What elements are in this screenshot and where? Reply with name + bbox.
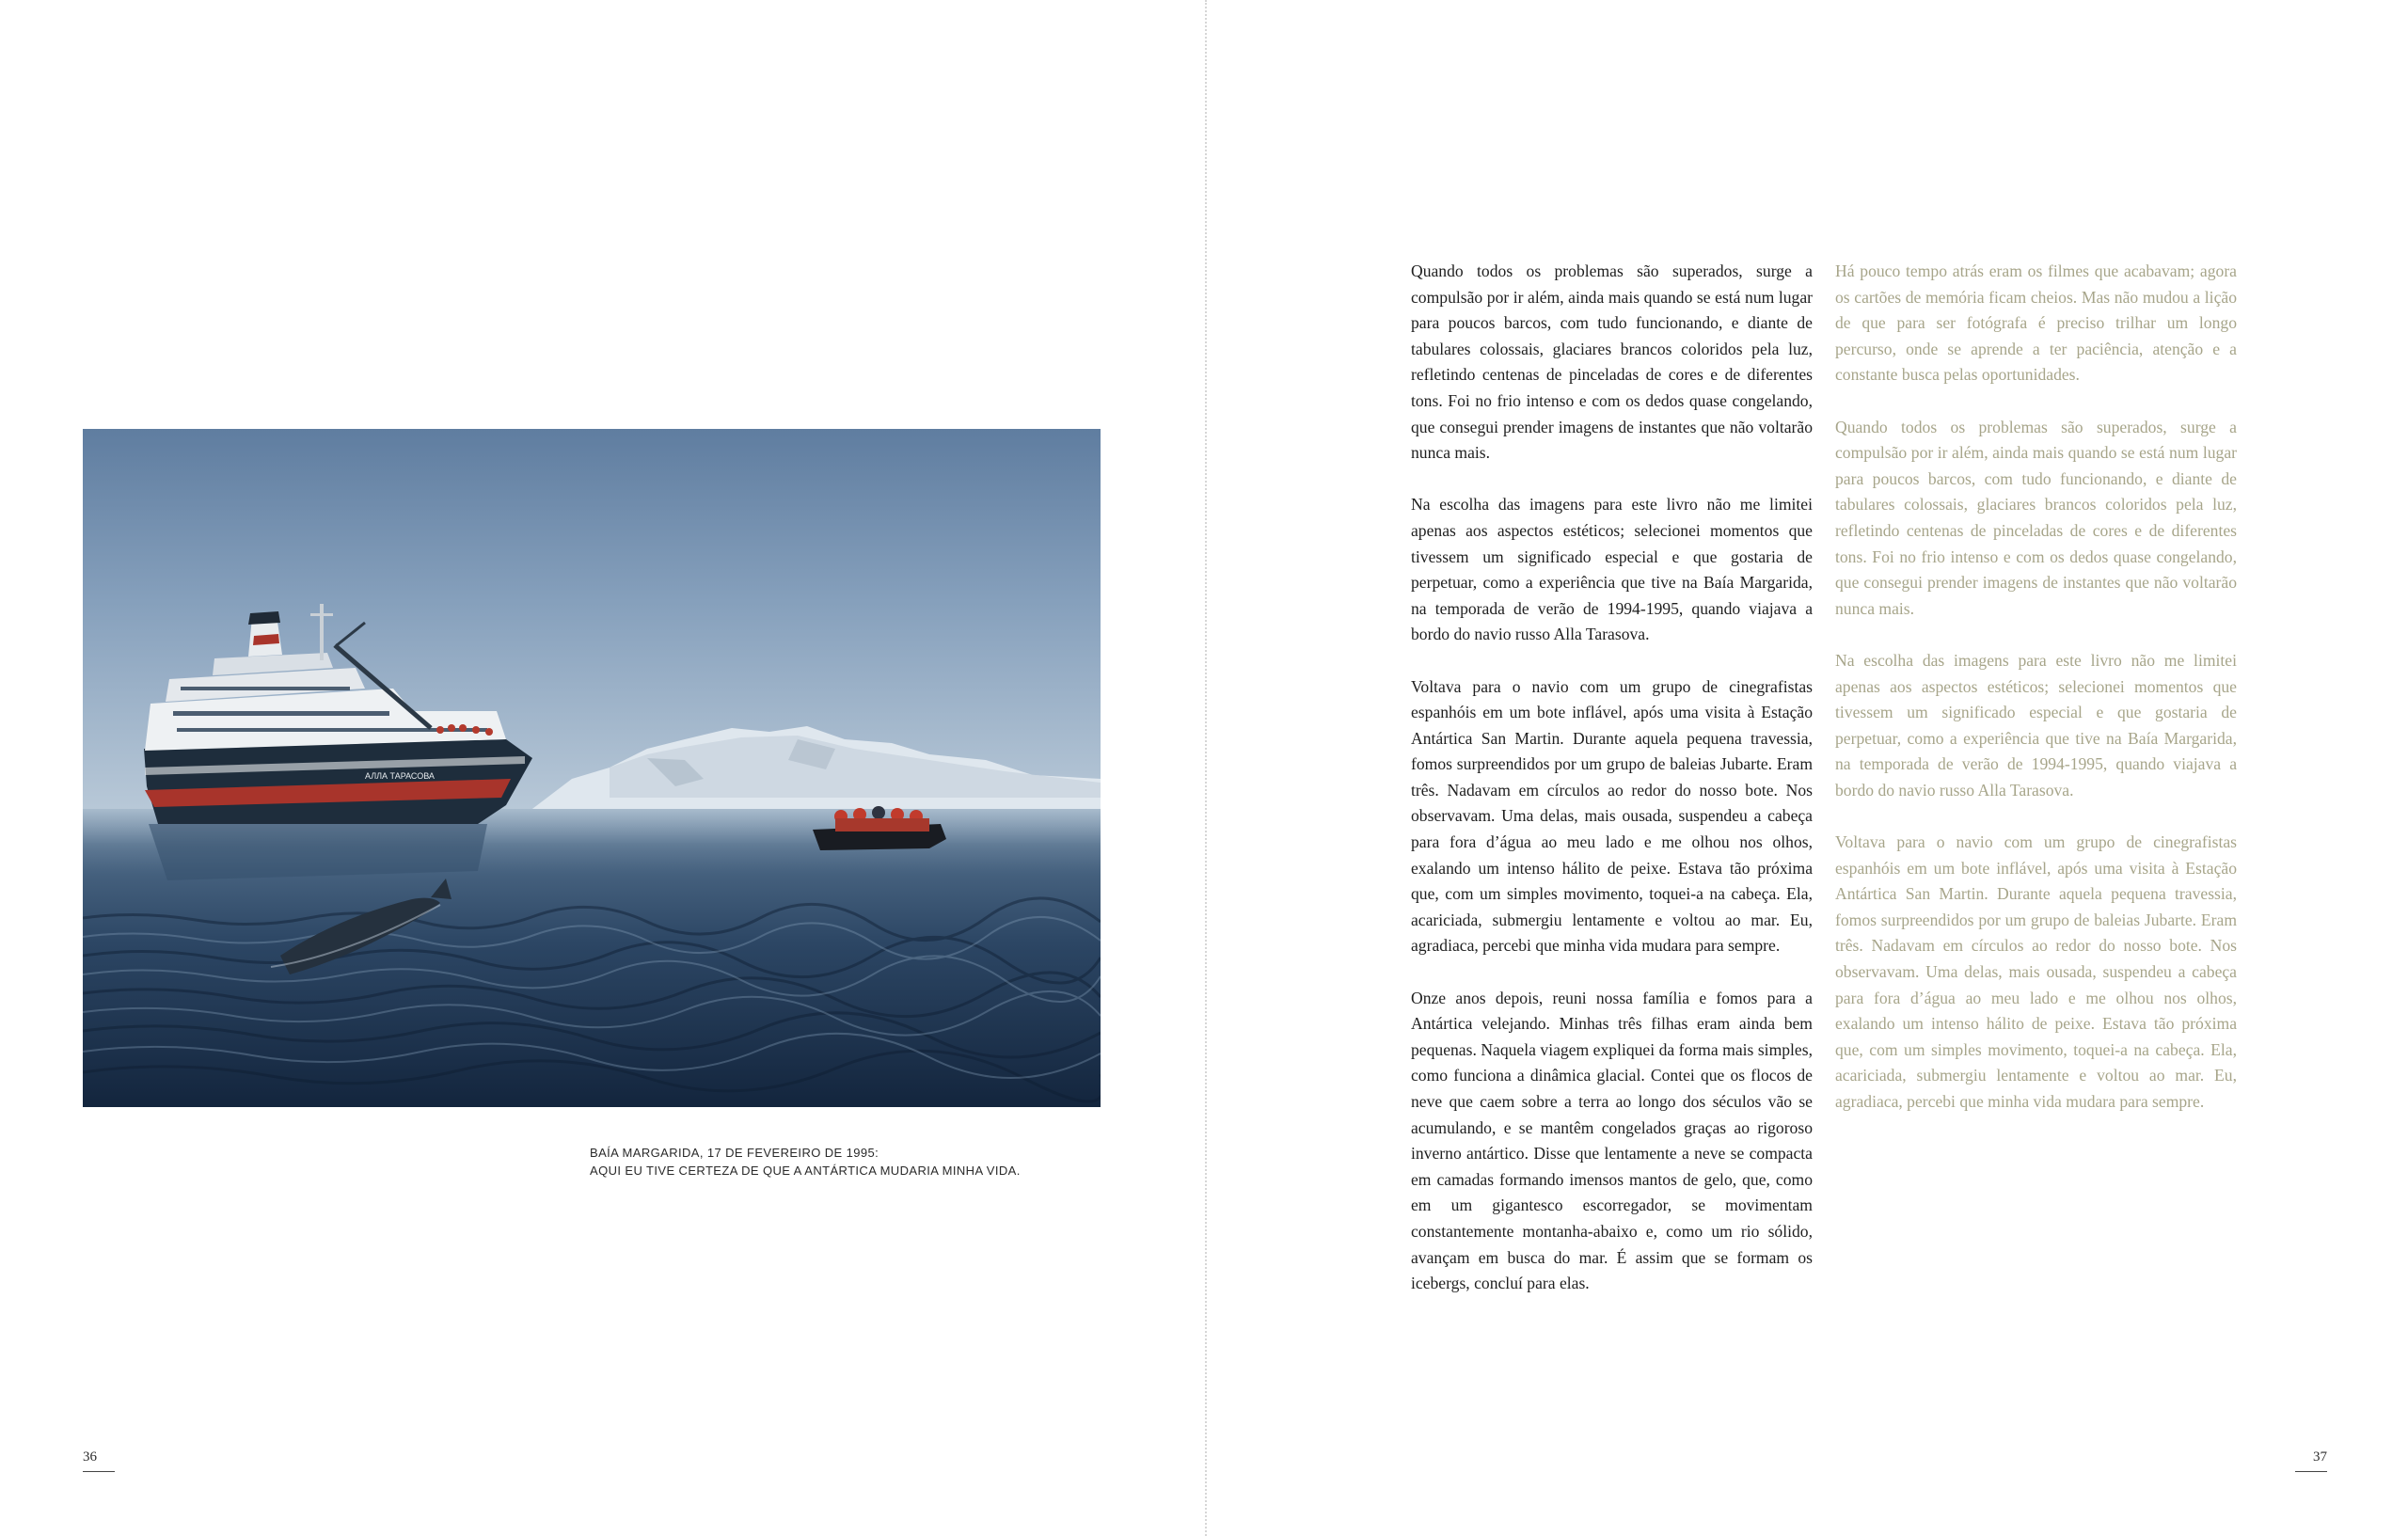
side-text-column xyxy=(1835,259,2237,1141)
caption-line-1: BAÍA MARGARIDA, 17 DE FEVEREIRO DE 1995: xyxy=(590,1146,879,1160)
antarctic-ship-photo xyxy=(83,429,1101,1107)
main-paragraph-4: Onze anos depois, reuni nossa família e fomos para a Antártica velejando. Minhas três filhas eram ainda bem pequenas. Naquela viagem expliquei da forma mais simples, como funciona a dinâmica glacial. Contei que os flocos de neve que caem sobre a terra ao longo dos séculos vão se acumulando, e se mantêm congelados graças ao rigoroso inverno antártico. Disse que lentamente a neve se compacta em camadas formando imensos mantos de gelo, que, como em um gigantesco escorregador, se movimentam constantemente montanha-abaixo e, como um rio sólido, avançam em busca do mar. É assim que se formam os icebergs, concluí para elas. xyxy=(1411,988,1813,1293)
page-number-right: 37 xyxy=(2295,1449,2327,1472)
main-paragraph-3: Voltava para o navio com um grupo de cinegrafistas espanhóis em um bote inflável, após uma visita à Estação Antártica San Martin. Durante aquela pequena travessia, fomos surpreendidos por um grupo de baleias Jubarte. Eram três. Nadavam em círculos ao redor do nosso bote. Nos observavam. Uma delas, mais ousada, suspendeu a cabeça para fora d’água ao meu lado e me olhou nos olhos, exalando um intenso hálito de peixe. Estava tão próxima que, com um simples movimento, toquei-a na cabeça. Ela, acariciada, submergiu lentamente e voltou ao mar. Eu, agradiaca, percebi que minha vida mudara para sempre. xyxy=(1411,676,1813,956)
main-paragraph-2: Na escolha das imagens para este livro não me limitei apenas aos aspectos estéticos; selecionei momentos que tivessem um significado especial e que gostaria de perpetuar, como a experiência que tive na Baía Margarida, na temporada de verão de 1994-1995, quando viajava a bordo do navio russo Alla Tarasova. xyxy=(1411,495,1813,644)
page-gutter xyxy=(1205,0,1207,1536)
side-paragraph-3: Na escolha das imagens para este livro não me limitei apenas aos aspectos estéticos; selecionei momentos que tivessem um significado especial e que gostaria de perpetuar, como a experiência que tive na Baía Margarida, na temporada de verão de 1994-1995, quando viajava a bordo do navio russo Alla Tarasova. xyxy=(1835,650,2237,800)
page-number-left: 36 xyxy=(83,1449,115,1472)
photo-caption xyxy=(590,1144,1154,1180)
caption-line-2: AQUI EU TIVE CERTEZA DE QUE A ANTÁRTICA MUDARIA MINHA VIDA. xyxy=(590,1164,1021,1178)
side-paragraph-2: Quando todos os problemas são superados, surge a compulsão por ir além, ainda mais quando se está num lugar para poucos barcos, com tudo funcionando, e diante de tabulares colossais, glaciares brancos coloridos pela luz, refletindo centenas de pinceladas de cores e de diferentes tons. Foi no frio intenso e com os dedos quase congelando, que consegui prender imagens de instantes que não voltarão nunca mais. xyxy=(1835,417,2237,618)
side-paragraph-4: Voltava para o navio com um grupo de cinegrafistas espanhóis em um bote inflável, após uma visita à Estação Antártica San Martin. Durante aquela pequena travessia, fomos surpreendidos por um grupo de baleias Jubarte. Eram três. Nadavam em círculos ao redor do nosso bote. Nos observavam. Uma delas, mais ousada, suspendeu a cabeça para fora d’água ao meu lado e me olhou nos olhos, exalando um intenso hálito de peixe. Estava tão próxima que, com um simples movimento, toquei-a na cabeça. Ela, acariciada, submergiu lentamente e voltou ao mar. Eu, agradiaca, percebi que minha vida mudara para sempre. xyxy=(1835,832,2237,1111)
main-paragraph-1: Quando todos os problemas são superados, surge a compulsão por ir além, ainda mais quando se está num lugar para poucos barcos, com tudo funcionando, e diante de tabulares colossais, glaciares brancos coloridos pela luz, refletindo centenas de pinceladas de cores e de diferentes tons. Foi no frio intenso e com os dedos quase congelando, que consegui prender imagens de instantes que não voltarão nunca mais. xyxy=(1411,261,1813,463)
main-text-column xyxy=(1411,259,1813,1322)
ship-name-text: АЛЛА ТАРАСОВА xyxy=(365,771,435,781)
side-paragraph-1: Há pouco tempo atrás eram os filmes que acabavam; agora os cartões de memória ficam cheios. Mas não mudou a lição de que para ser fotógrafa é preciso trilhar um longo percurso, onde se aprende a ter paciência, atenção e a constante busca pelas oportunidades. xyxy=(1835,261,2237,385)
